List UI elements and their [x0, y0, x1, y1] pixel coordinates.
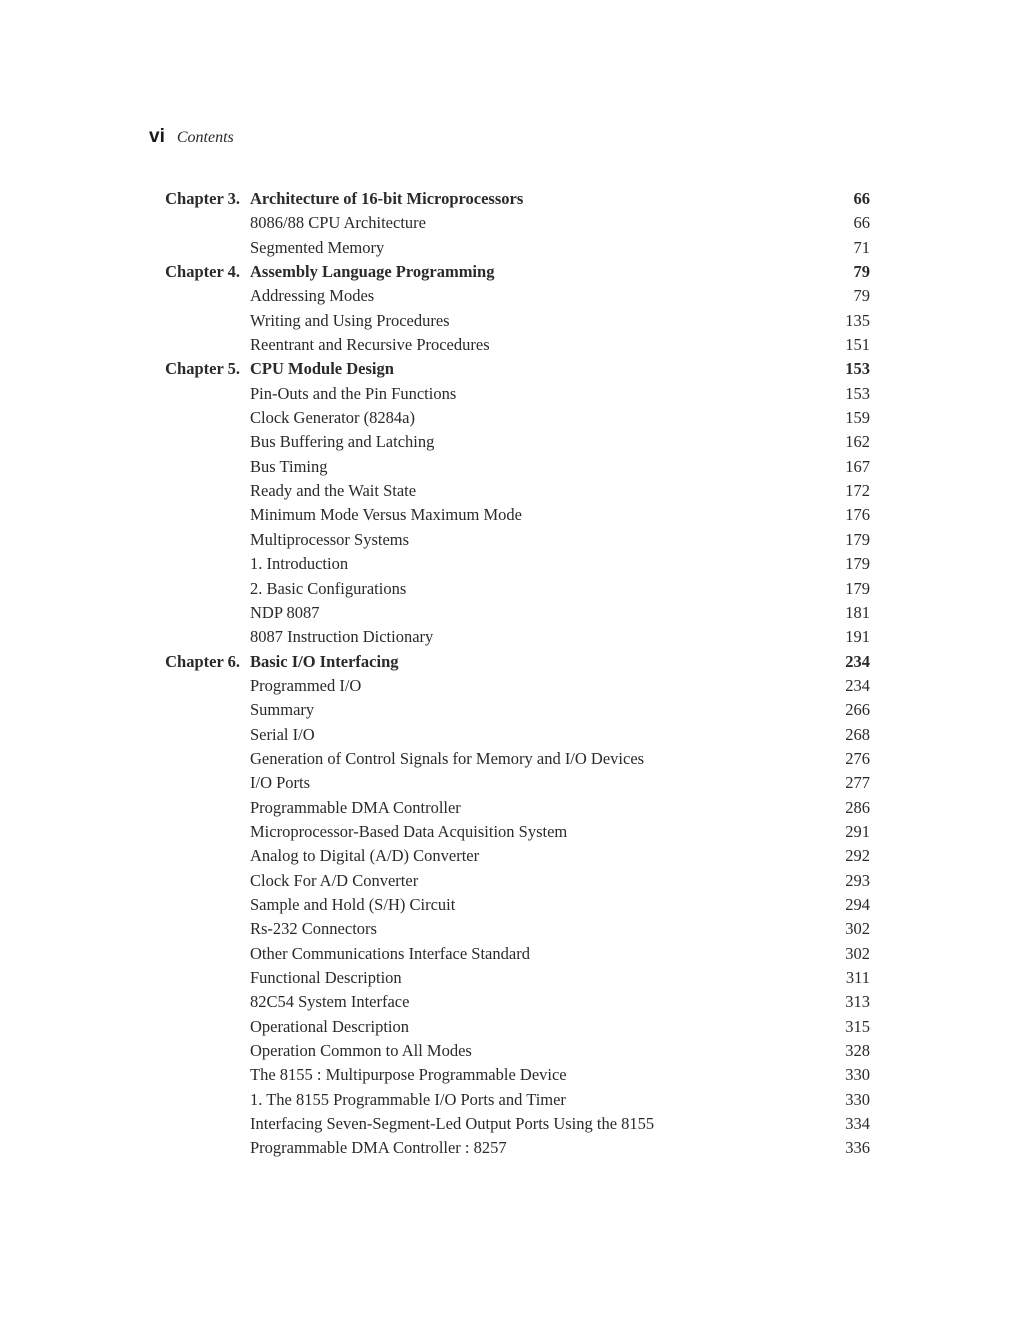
toc-section-row[interactable] [0, 382, 1020, 406]
chapter-label: Chapter 4. [165, 262, 240, 282]
chapter-title: Assembly Language Programming [250, 262, 495, 282]
toc-section-row[interactable] [0, 1039, 1020, 1063]
section-title: Microprocessor-Based Data Acquisition System [250, 821, 568, 841]
page-reference: 291 [845, 821, 870, 841]
toc-section-row[interactable] [0, 796, 1020, 820]
page-reference: 330 [845, 1065, 870, 1085]
section-title: Writing and Using Procedures [250, 310, 450, 330]
chapter-label: Chapter 5. [165, 359, 240, 379]
section-title: Addressing Modes [250, 286, 375, 306]
section-title: Reentrant and Recursive Procedures [250, 335, 490, 355]
toc-section-row[interactable] [0, 211, 1020, 235]
section-title: Programmable DMA Controller : 8257 [250, 1138, 507, 1158]
page-reference: 311 [845, 968, 870, 987]
toc-section-row[interactable] [0, 333, 1020, 357]
section-title: Ready and the Wait State [250, 481, 417, 501]
page-reference: 167 [845, 456, 870, 476]
section-title: 82C54 System Interface [250, 992, 410, 1012]
section-title: Clock For A/D Converter [250, 870, 419, 890]
section-title: I/O Ports [250, 773, 311, 793]
section-title: Generation of Control Signals for Memory and I/O Devices [250, 748, 645, 768]
section-title: 1. The 8155 Programmable I/O Ports and Timer [250, 1089, 566, 1109]
section-title: Bus Timing [250, 456, 328, 476]
page-reference: 330 [845, 1089, 870, 1109]
section-title: 1. Introduction [250, 554, 349, 574]
toc-section-row[interactable] [0, 1136, 1020, 1160]
running-head [149, 126, 234, 148]
page-reference: 292 [845, 846, 870, 866]
page-reference: 181 [845, 602, 870, 622]
page-reference: 176 [845, 505, 870, 525]
toc-section-row[interactable] [0, 503, 1020, 527]
toc-section-row[interactable] [0, 1112, 1020, 1136]
section-title: Pin-Outs and the Pin Functions [250, 383, 457, 403]
page-reference: 179 [845, 578, 870, 598]
toc-section-row[interactable] [0, 893, 1020, 917]
page-reference: 294 [845, 894, 870, 914]
toc-section-row[interactable] [0, 284, 1020, 308]
page-reference: 179 [845, 554, 870, 574]
toc-section-row[interactable] [0, 747, 1020, 771]
section-title: Sample and Hold (S/H) Circuit [250, 894, 456, 914]
section-title: Multiprocessor Systems [250, 529, 410, 549]
page-reference: 266 [845, 700, 870, 720]
chapter-title: Architecture of 16-bit Microprocessors [250, 189, 524, 208]
toc-section-row[interactable] [0, 1088, 1020, 1112]
toc-section-row[interactable] [0, 820, 1020, 844]
toc-section-row[interactable] [0, 577, 1020, 601]
section-title: Serial I/O [250, 724, 315, 744]
page-reference: 336 [845, 1138, 870, 1158]
chapter-title: CPU Module Design [250, 359, 394, 379]
toc-chapter-row[interactable] [0, 357, 1020, 381]
page-reference: 234 [845, 675, 870, 695]
running-title: Contents [176, 129, 234, 146]
section-title: The 8155 : Multipurpose Programmable Device [250, 1065, 567, 1085]
page-reference: 277 [845, 773, 870, 793]
toc-section-row[interactable] [0, 552, 1020, 576]
section-title: Programmed I/O [250, 675, 362, 695]
section-title: Analog to Digital (A/D) Converter [250, 846, 480, 866]
page-reference: 315 [845, 1016, 870, 1036]
page-reference: 191 [845, 627, 870, 647]
page-reference: 79 [853, 262, 870, 282]
section-title: Clock Generator (8284a) [250, 408, 415, 428]
page-number: vi [149, 126, 165, 147]
section-title: 2. Basic Configurations [250, 578, 407, 598]
section-title: 8087 Instruction Dictionary [250, 627, 434, 647]
page-reference: 79 [853, 286, 870, 306]
page-reference: 66 [853, 189, 870, 208]
page-reference: 293 [845, 870, 870, 890]
section-title: Segmented Memory [250, 237, 385, 257]
section-title: 8086/88 CPU Architecture [250, 213, 426, 233]
toc-section-row[interactable] [0, 455, 1020, 479]
toc-section-row[interactable] [0, 844, 1020, 868]
page-reference: 159 [845, 408, 870, 428]
section-title: Functional Description [250, 968, 402, 987]
chapter-label: Chapter 6. [165, 651, 240, 671]
toc-section-row[interactable] [0, 723, 1020, 747]
page-reference: 66 [853, 213, 870, 233]
section-title: Other Communications Interface Standard [250, 943, 530, 963]
toc-section-row[interactable] [0, 625, 1020, 649]
section-title: Summary [250, 700, 315, 720]
chapter-title: Basic I/O Interfacing [250, 651, 399, 671]
page-reference: 71 [853, 237, 870, 257]
section-title: Programmable DMA Controller [250, 797, 461, 817]
toc-section-row[interactable] [0, 406, 1020, 430]
page-reference: 276 [845, 748, 870, 768]
toc-section-row[interactable] [0, 479, 1020, 503]
page-reference: 313 [845, 992, 870, 1012]
section-title: Rs-232 Connectors [250, 919, 377, 939]
toc-section-row[interactable] [0, 771, 1020, 795]
toc-section-row[interactable] [0, 1015, 1020, 1039]
page-reference: 234 [845, 651, 870, 671]
toc-chapter-row[interactable] [0, 650, 1020, 674]
toc-section-row[interactable] [0, 990, 1020, 1014]
toc-section-row[interactable] [0, 942, 1020, 966]
page-reference: 172 [845, 481, 870, 501]
toc-section-row[interactable] [0, 601, 1020, 625]
toc-section-row[interactable] [0, 698, 1020, 722]
page-reference: 328 [845, 1041, 870, 1061]
toc-section-row[interactable] [0, 309, 1020, 333]
page-reference: 268 [845, 724, 870, 744]
page-reference: 286 [845, 797, 870, 817]
page-reference: 302 [845, 943, 870, 963]
page-reference: 153 [845, 359, 870, 379]
page-reference: 162 [845, 432, 870, 452]
page-reference: 334 [845, 1114, 870, 1134]
chapter-label: Chapter 3. [165, 189, 240, 208]
toc-section-row[interactable] [0, 917, 1020, 941]
toc-section-row[interactable] [0, 674, 1020, 698]
section-title: Bus Buffering and Latching [250, 432, 435, 452]
page-reference: 135 [845, 310, 870, 330]
toc-section-row[interactable] [0, 966, 1020, 990]
toc-section-row[interactable] [0, 869, 1020, 893]
page-reference: 302 [845, 919, 870, 939]
section-title: Operation Common to All Modes [250, 1041, 472, 1061]
toc-chapter-row[interactable] [0, 260, 1020, 284]
page-reference: 151 [845, 335, 870, 355]
toc-chapter-row[interactable] [0, 187, 1020, 211]
page-reference: 153 [845, 383, 870, 403]
table-of-contents [0, 187, 1020, 1161]
toc-section-row[interactable] [0, 236, 1020, 260]
section-title: Minimum Mode Versus Maximum Mode [250, 505, 522, 525]
section-title: Interfacing Seven-Segment-Led Output Ports Using the 8155 [250, 1114, 655, 1134]
toc-section-row[interactable] [0, 430, 1020, 454]
toc-section-row[interactable] [0, 1063, 1020, 1087]
section-title: NDP 8087 [250, 602, 320, 622]
toc-section-row[interactable] [0, 528, 1020, 552]
page-reference: 179 [845, 529, 870, 549]
section-title: Operational Description [250, 1016, 409, 1036]
